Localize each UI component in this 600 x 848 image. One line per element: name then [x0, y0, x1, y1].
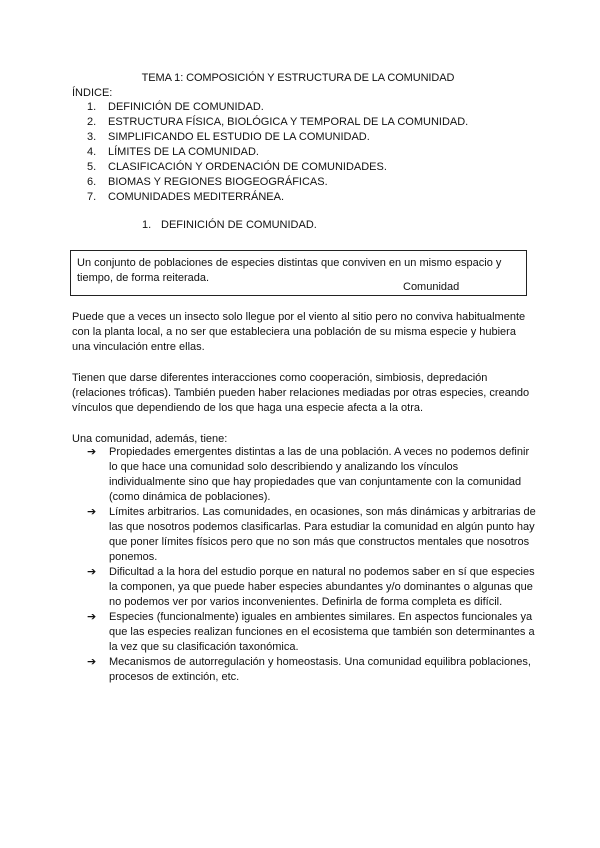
index-label: ÍNDICE: [72, 87, 113, 99]
toc-number: 3. [87, 131, 97, 143]
toc-item [87, 100, 468, 115]
toc-text: BIOMAS Y REGIONES BIOGEOGRÁFICAS. [108, 176, 328, 188]
arrow-right-icon: ➔ [87, 506, 97, 518]
properties-list [87, 445, 537, 685]
definition-term: Comunidad [403, 281, 460, 293]
toc-text: ESTRUCTURA FÍSICA, BIOLÓGICA Y TEMPORAL DE LA COMUNIDAD. [108, 116, 469, 128]
toc-text: COMUNIDADES MEDITERRÁNEA. [108, 191, 285, 203]
list-item-text: Propiedades emergentes distintas a las de una población. A veces no podemos definir lo que hace una comunidad solo describiendo y analizando los vínculos individualmente sino que hay propiedades que van conjuntamente con la comunidad (como dinámica de poblaciones). [109, 446, 530, 503]
section-heading [142, 218, 317, 233]
toc-item [87, 130, 468, 145]
list-item-text: Límites arbitrarios. Las comunidades, en ocasiones, son más dinámicas y arbitrarias de las que nosotros podemos clasificarlas. Para estudiar la comunidad en algún punto hay que poner límites físicos pero que no son más que constructos mentales que nosotros ponemos. [109, 506, 536, 563]
toc-number: 7. [87, 191, 97, 203]
list-item [87, 445, 537, 505]
toc-item [87, 175, 468, 190]
definition-text: Un conjunto de poblaciones de especies distintas que conviven en un mismo espacio y tiempo, de forma reiterada. [77, 257, 502, 284]
section-number: 1. [142, 219, 152, 231]
list-item [87, 655, 537, 685]
document-title: TEMA 1: COMPOSICIÓN Y ESTRUCTURA DE LA COMUNIDAD [141, 72, 455, 84]
toc-number: 4. [87, 146, 97, 158]
list-item [87, 505, 537, 565]
list-item [87, 565, 537, 610]
paragraph-intro: Una comunidad, además, tiene: [72, 433, 228, 445]
toc-item [87, 115, 468, 130]
arrow-right-icon: ➔ [87, 611, 97, 623]
toc-number: 2. [87, 116, 97, 128]
toc-item [87, 145, 468, 160]
section-title: DEFINICIÓN DE COMUNIDAD. [161, 219, 317, 231]
toc-text: CLASIFICACIÓN Y ORDENACIÓN DE COMUNIDADES. [108, 161, 387, 173]
arrow-right-icon: ➔ [87, 656, 97, 668]
toc-number: 5. [87, 161, 97, 173]
paragraph: Tienen que darse diferentes interacciones como cooperación, simbiosis, depredación (relaciones tróficas). También pueden haber relaciones mediadas por otras especies, creando vínculos que dependiendo de los que haga una especie afecta a la otra. [72, 372, 530, 414]
toc-text: DEFINICIÓN DE COMUNIDAD. [108, 101, 264, 113]
list-item-text: Especies (funcionalmente) iguales en ambientes similares. En aspectos funcionales ya que las especies realizan funciones en el ecosistema que también son determinantes a la vez que su clasificación taxonómica. [109, 611, 535, 653]
list-item-text: Mecanismos de autorregulación y homeostasis. Una comunidad equilibra poblaciones, procesos de extinción, etc. [109, 656, 531, 683]
paragraph: Puede que a veces un insecto solo llegue por el viento al sitio pero no conviva habitualmente con la planta local, a no ser que estableciera una población de su misma especie y hubiera una vinculación entre ellas. [72, 311, 526, 353]
toc-text: SIMPLIFICANDO EL ESTUDIO DE LA COMUNIDAD. [108, 131, 370, 143]
toc-item [87, 190, 468, 205]
toc-item [87, 160, 468, 175]
list-item-text: Dificultad a la hora del estudio porque en natural no podemos saber en sí que especies la componen, ya que puede haber especies abundantes y/o dominantes o algunas que no podemos ver por varios inconvenientes. Definirla de forma completa es difícil. [109, 566, 535, 608]
toc-number: 1. [87, 101, 97, 113]
table-of-contents [87, 100, 468, 205]
toc-text: LÍMITES DE LA COMUNIDAD. [108, 146, 259, 158]
toc-number: 6. [87, 176, 97, 188]
arrow-right-icon: ➔ [87, 566, 97, 578]
arrow-right-icon: ➔ [87, 446, 97, 458]
definition-box [70, 250, 527, 296]
list-item [87, 610, 537, 655]
